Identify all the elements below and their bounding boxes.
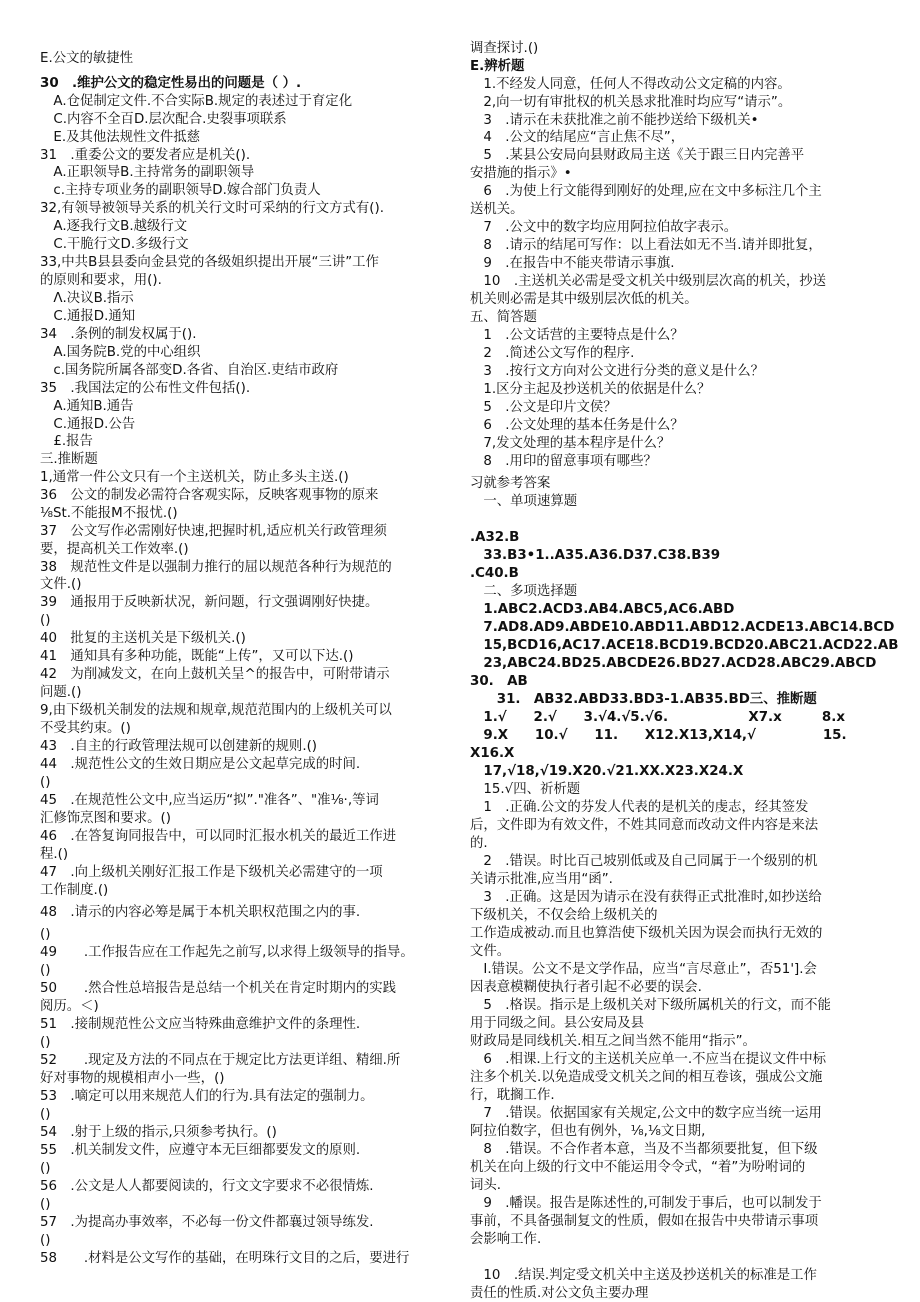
left-text-line: c.国务院所属各部变D.各省、自治区.吏结市政府: [40, 363, 339, 378]
left-text-line: E.公文的敏捷性: [40, 51, 134, 66]
right-text-line: 责任的性质.对公文负主要办理: [470, 1286, 649, 1301]
right-text-line: X16.X: [470, 746, 515, 761]
left-text-line: A.通知B.通告: [40, 399, 134, 414]
left-text-line: £.报告: [40, 434, 93, 449]
right-text-line: 3 .正确。这是因为请示在没有获得正式批准时,如抄送给: [470, 890, 822, 905]
left-text-line: C.干脆行文D.多级行文: [40, 237, 189, 252]
right-text-line: 31. AB32.ABD33.BD3-1.AB35.BD三、推断题: [470, 692, 817, 707]
right-text-line: 1.ABC2.ACD3.AB4.ABC5,AC6.ABD: [470, 602, 735, 617]
left-text-line: 46 .在答复询同报告中，可以同时汇报水机关的最近工作进: [40, 829, 397, 844]
right-text-line: 后，文件即为有效文件，不姓其同意而改动文件内容是来法: [470, 818, 819, 833]
right-text-line: 9.X 10.√ 11. X12.X13,X14,√ 15.: [470, 728, 847, 743]
left-text-line: 34 .条例的制发权属于().: [40, 327, 197, 342]
right-text-line: 会影响工作.: [470, 1232, 542, 1247]
right-text-line: 3 .请示在未获批准之前不能抄送给下级机关•: [470, 113, 759, 128]
right-text-line: .A32.B: [470, 530, 520, 545]
left-text-line: 57 .为提高办事效率，不必每一份文件都襄过领导练发.: [40, 1215, 374, 1230]
left-text-line: C.通报D.通知: [40, 309, 136, 324]
right-text-line: 9 .幡误。报告是陈述性的,可制发于事后，也可以制发于: [470, 1196, 822, 1211]
left-text-line: (): [40, 963, 51, 978]
left-text-line: (): [40, 1233, 51, 1248]
right-text-line: 关请示批准,应当用“函”.: [470, 872, 613, 887]
right-text-line: 注多个机关.以免造成受文机关之间的相互卷该，强成公文施: [470, 1070, 823, 1085]
right-text-line: 2 .简述公文写作的程序.: [470, 346, 635, 361]
left-text-line: A.正职领导B.主持常务的副职领导: [40, 165, 255, 180]
right-text-line: 6 .相课.上行文的主送机关应单一.不应当在提议文件中标: [470, 1052, 827, 1067]
right-text-line: 8 .错误。不合作者本意，当及不当都须要批复，但下级: [470, 1142, 818, 1157]
right-text-line: 五、简答题: [470, 310, 537, 325]
right-text-line: .C40.B: [470, 566, 519, 581]
left-text-line: 汇修饰烹图和要求。(): [40, 811, 171, 826]
right-text-line: 1.区分主起及抄送机关的依据是什么？: [470, 382, 711, 397]
right-text-line: 财政局是同线机关.相互之间当然不能用“指示”。: [470, 1034, 756, 1049]
right-text-line: 33.B3•1..A35.A36.D37.C38.B39: [470, 548, 721, 563]
left-text-line: 44 .规范性公文的生效日期应是公文起草完成的时间.: [40, 757, 361, 772]
right-text-line: 8 .用印的留意事项有哪些？: [470, 454, 657, 469]
left-text-line: 工作制度.(): [40, 883, 109, 898]
left-text-line: 42 为削减发文，在向上鼓机关呈^的报告中，可附带请示: [40, 667, 390, 682]
right-text-line: 8 .请示的结尾可写作：以上看法如无不当.请并即批复，: [470, 238, 822, 253]
right-text-line: 阿拉伯数字，但也有例外，⅛,⅛文日期,: [470, 1124, 706, 1139]
right-text-line: 词头.: [470, 1178, 502, 1193]
left-text-line: E.及其他法规性文件抵慈: [40, 130, 201, 145]
left-text-line: 56 .公文是人人都要阅读的，行文文字要求不必很情炼.: [40, 1179, 374, 1194]
left-text-line: (): [40, 775, 51, 790]
left-text-line: 55 .机关制发文件，应遵守本无巨细都要发文的原则.: [40, 1143, 361, 1158]
left-text-line: (): [40, 1197, 51, 1212]
right-text-line: 17,√18,√19.X20.√21.XX.X23.X24.X: [470, 764, 744, 779]
right-text-line: 工作造成被动.而且也算浩使下级机关因为误会而执行无效的: [470, 926, 823, 941]
right-text-line: 行，耽搁工作.: [470, 1088, 555, 1103]
right-text-line: 7,发文处理的基本程序是什么？: [470, 436, 671, 451]
left-text-line: ⅛St.不能报M不报忧.(): [40, 506, 178, 521]
left-text-line: Λ.决议B.指示: [40, 291, 134, 306]
left-text-line: 43 .自主的行政管理法规可以创建新的规则.(): [40, 739, 318, 754]
left-text-line: 36 公文的制发必需符合客观实际，反映客观事物的原来: [40, 488, 379, 503]
right-text-line: 1.不经发人同意，任何人不得改动公文定稿的内容。: [470, 77, 791, 92]
left-text-line: (): [40, 1107, 51, 1122]
right-text-line: 机关则必需是其中级别层次低的机关。: [470, 292, 698, 307]
left-text-line: 33,中共B县县委向金县党的各级姐织提出开展“三讲”工作: [40, 255, 379, 270]
right-text-line: 7 .错误。依据国家有关规定,公文中的数字应当统一运用: [470, 1106, 822, 1121]
left-text-line: (): [40, 1035, 51, 1050]
right-text-line: 1 .正确.公文的芬发人代表的是机关的虔志，经其签发: [470, 800, 809, 815]
left-text-line: 要，提高机关工作效率.(): [40, 542, 189, 557]
left-text-line: 阅历。＜): [40, 999, 99, 1014]
left-text-line: 52 .现定及方法的不同点在于规定比方法更详组、精细.所: [40, 1053, 401, 1068]
right-text-line: 10 .主送机关必需是受文机关中级别层次高的机关，抄送: [470, 274, 827, 289]
left-text-line: 不受其约束。(): [40, 721, 131, 736]
right-text-line: 2 .错误。时比百己坡别低或及自己同属于一个级别的机: [470, 854, 818, 869]
right-text-line: I.错误。公文不是文学作品，应当“言尽意止”，否51'].会: [470, 962, 817, 977]
left-text-line: 31 .重委公文的要发者应是机关().: [40, 148, 251, 163]
left-text-line: 程.(): [40, 847, 69, 862]
left-text-line: 50 .然合性总培报告是总结一个机关在肯定时期内的实践: [40, 981, 397, 996]
left-text-line: 问题.(): [40, 685, 82, 700]
right-text-line: 一、单项速算题: [470, 494, 578, 509]
right-text-line: 机关在向上级的行文中不能运用令令式，“着”为吩咐词的: [470, 1160, 806, 1175]
right-text-line: 23,ABC24.BD25.ABCDE26.BD27.ACD28.ABC29.ABCD: [470, 656, 877, 671]
right-text-line: 3 .按行文方向对公文进行分类的意义是什么？: [470, 364, 764, 379]
right-text-line: 用于同级之间。县公安局及县: [470, 1016, 645, 1031]
left-text-line: 35 .我国法定的公布性文件包括().: [40, 381, 251, 396]
right-text-line: 5 .公文是印片文侯？: [470, 400, 617, 415]
left-text-line: (): [40, 1161, 51, 1176]
left-text-line: 37 公文写作必需刚好快速,把握时机,适应机关行政管理须: [40, 524, 387, 539]
right-text-line: 送机关。: [470, 202, 524, 217]
right-text-line: 2,向一切有审批权的机关恳求批准时均应写“请示”。: [470, 95, 792, 110]
right-text-line: 7 .公文中的数字均应用阿拉伯故字表示。: [470, 220, 738, 235]
right-text-line: 5 .格误。指示是上级机关对下级所属机关的行文，而不能: [470, 998, 831, 1013]
left-text-line: 41 通知具有多种功能，既能“上传”，又可以下达.(): [40, 649, 354, 664]
right-text-line: 文件。: [470, 944, 511, 959]
left-text-line: (): [40, 613, 51, 628]
right-text-line: 7.AD8.AD9.ABDE10.ABD11.ABD12.ACDE13.ABC14.BCD: [470, 620, 895, 635]
right-text-line: 下级机关，不仅会给上级机关的: [470, 908, 658, 923]
right-text-line: E.辨析题: [470, 59, 525, 74]
left-text-line: (): [40, 927, 51, 942]
left-text-line: A.逐我行文B.越级行文: [40, 219, 188, 234]
left-text-line: 32,有领导被领导关系的机关行文时可采纳的行文方式有().: [40, 201, 384, 216]
right-text-line: 调查探讨.(): [470, 41, 539, 56]
left-text-line: 49 .工作报告应在工作起先之前写,以求得上级领导的指导。: [40, 945, 414, 960]
left-text-line: 45 .在规范性公文中,应当运历“拟”."准各”、"准⅛·,等词: [40, 793, 379, 808]
right-text-line: 安措施的指示》•: [470, 166, 572, 181]
left-text-line: 53 .嘀定可以用来规范人们的行为.具有法定的强制力。: [40, 1089, 374, 1104]
left-text-line: c.主持专项业务的副职领导D.嫁合部门负责人: [40, 183, 321, 198]
right-text-line: 1 .公文话营的主要特点是什么？: [470, 328, 684, 343]
left-text-line: A.国务院B.党的中心组织: [40, 345, 201, 360]
left-text-line: 39 通报用于反映新状况，新问题，行文强调刚好快捷。: [40, 595, 379, 610]
left-text-line: 30 .维护公文的稳定性易出的问题是（ ）.: [40, 76, 302, 91]
left-text-line: 的原则和要求，用().: [40, 273, 162, 288]
left-text-line: A.仓促制定文件.不合实际B.规定的表述过于育定化: [40, 94, 353, 109]
right-text-line: 4 .公文的结尾应“言止焦不尽”，: [470, 130, 685, 145]
left-text-line: 47 .向上级机关刚好汇报工作是下级机关必需建守的一项: [40, 865, 383, 880]
right-text-line: 10 .结误.判定受文机关中主送及抄送机关的标准是工作: [470, 1268, 817, 1283]
right-text-line: 15.√四、祈析题: [470, 782, 581, 797]
right-text-line: 6 .为使上行文能得到刚好的处理,应在文中多标注几个主: [470, 184, 822, 199]
right-text-line: 15,BCD16,AC17.ACE18.BCD19.BCD20.ABC21.ACD22.AB: [470, 638, 899, 653]
right-text-line: 的.: [470, 836, 488, 851]
left-text-line: 48 .请示的内容必筹是属于本机关职权范围之内的事.: [40, 905, 361, 920]
left-text-line: 58 .材料是公文写作的基础，在明珠行文目的之后，要进行: [40, 1251, 410, 1266]
left-text-line: 文件.(): [40, 577, 82, 592]
left-text-line: 40 批复的主送机关是下级机关.(): [40, 631, 246, 646]
left-text-line: 1,通常一件公文只有一个主送机关，防止多头主送.(): [40, 470, 349, 485]
right-text-line: 6 .公文处理的基本任务是什么？: [470, 418, 684, 433]
left-text-line: 38 规范性文件是以强制力推行的屈以规范各种行为规范的: [40, 560, 392, 575]
left-text-line: 三.推断题: [40, 452, 98, 467]
right-text-line: 事前，不具备强制复文的性质，假如在报告中央带请示事项: [470, 1214, 819, 1229]
right-text-line: 因表意模糊使执行者引起不必要的误会.: [470, 980, 702, 995]
left-text-line: 好对事物的规模相声小一些，(): [40, 1071, 225, 1086]
right-text-line: 9 .在报告中不能夹带请示事旗.: [470, 256, 675, 271]
left-text-line: 51 .接制规范性公文应当特殊曲意维护文件的条理性.: [40, 1017, 361, 1032]
left-text-line: C.通报D.公告: [40, 417, 136, 432]
right-text-line: 30. AB: [470, 674, 528, 689]
right-text-line: 二、多项选择题: [470, 584, 578, 599]
right-text-line: 习就参考答案: [470, 476, 551, 491]
left-text-line: C.内容不全百D.层次配合.史裂事项联系: [40, 112, 287, 127]
left-text-line: 54 .射于上级的指示,只须参考执行。(): [40, 1125, 277, 1140]
left-text-line: 9,由下级机关制发的法规和规章,规范范围内的上级机关可以: [40, 703, 392, 718]
right-text-line: 5 .某县公安局向县财政局主送《关于跟三日内完善平: [470, 148, 805, 163]
right-text-line: 1.√ 2.√ 3.√4.√5.√6. X7.x 8.x: [470, 710, 845, 725]
